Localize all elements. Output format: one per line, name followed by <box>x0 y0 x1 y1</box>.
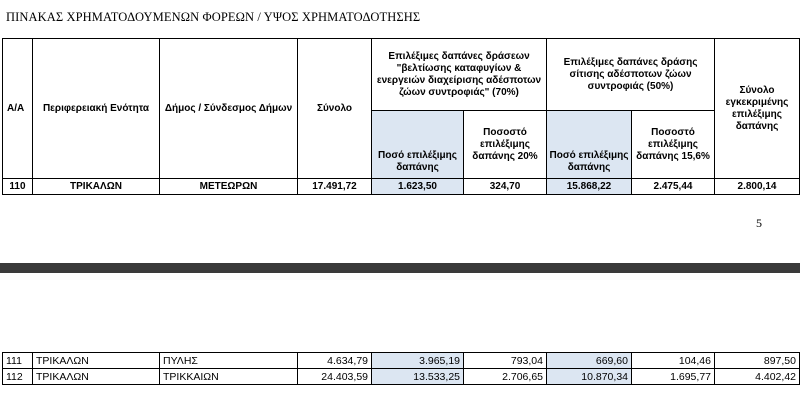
cell-region: ΤΡΙΚΑΛΩΝ <box>33 179 160 195</box>
cell-region: ΤΡΙΚΑΛΩΝ <box>33 369 160 385</box>
cell-g2-percent: 1.695,77 <box>632 369 715 385</box>
col-header-region: Περιφερειακή Ενότητα <box>33 39 160 179</box>
col-header-aa: Α/Α <box>3 39 33 179</box>
cell-municipality: ΤΡΙΚΚΑΙΩΝ <box>160 369 298 385</box>
cell-total: 24.403,59 <box>298 369 372 385</box>
cell-g1-amount: 3.965,19 <box>372 353 464 369</box>
col-header-g2-amount: Ποσό επιλέξιμης δαπάνης <box>547 111 632 179</box>
table-row <box>3 369 800 385</box>
page-break-divider <box>0 263 800 273</box>
page-number: 5 <box>756 216 762 230</box>
cell-g1-percent: 2.706,65 <box>464 369 547 385</box>
cell-municipality: ΠΥΛΗΣ <box>160 353 298 369</box>
cell-aa: 110 <box>3 179 33 195</box>
cell-aa: 112 <box>3 369 33 385</box>
cell-approved-total: 2.800,14 <box>715 179 800 195</box>
cell-g1-percent: 324,70 <box>464 179 547 195</box>
table-row <box>3 179 800 195</box>
funding-table <box>2 38 800 195</box>
col-header-g1-amount: Ποσό επιλέξιμης δαπάνης <box>372 111 464 179</box>
col-group-shelters: Επιλέξιμες δαπάνες δράσεων "βελτίωσης καταφυγίων & ενεργειών διαχείρισης αδέσποτων ζώων συντροφιάς" (70%) <box>372 39 547 111</box>
cell-approved-total: 897,50 <box>715 353 800 369</box>
cell-approved-total: 4.402,42 <box>715 369 800 385</box>
col-group-feeding: Επιλέξιμες δαπάνες δράσης σίτισης αδέσποτων ζώων συντροφιάς (50%) <box>547 39 715 111</box>
cell-total: 17.491,72 <box>298 179 372 195</box>
cell-municipality: ΜΕΤΕΩΡΩΝ <box>160 179 298 195</box>
cell-total: 4.634,79 <box>298 353 372 369</box>
cell-g2-amount: 15.868,22 <box>547 179 632 195</box>
col-header-g1-percent: Ποσοστό επιλέξιμης δαπάνης 20% <box>464 111 547 179</box>
table-row <box>3 353 800 369</box>
cell-aa: 111 <box>3 353 33 369</box>
cell-region: ΤΡΙΚΑΛΩΝ <box>33 353 160 369</box>
col-header-municipality: Δήμος / Σύνδεσμος Δήμων <box>160 39 298 179</box>
cell-g1-percent: 793,04 <box>464 353 547 369</box>
funding-table-continued <box>2 352 800 385</box>
col-header-total: Σύνολο <box>298 39 372 179</box>
cell-g2-percent: 104,46 <box>632 353 715 369</box>
cell-g2-amount: 10.870,34 <box>547 369 632 385</box>
col-header-g2-percent: Ποσοστό επιλέξιμης δαπάνης 15,6% <box>632 111 715 179</box>
cell-g1-amount: 1.623,50 <box>372 179 464 195</box>
page-title: ΠΙΝΑΚΑΣ ΧΡΗΜΑΤΟΔΟΥΜΕΝΩΝ ΦΟΡΕΩΝ / ΥΨΟΣ ΧΡΗΜΑΤΟΔΟΤΗΣΗΣ <box>6 10 421 24</box>
col-header-approved-total: Σύνολο εγκεκριμένης επιλέξιμης δαπάνης <box>715 39 800 179</box>
cell-g2-amount: 669,60 <box>547 353 632 369</box>
cell-g1-amount: 13.533,25 <box>372 369 464 385</box>
cell-g2-percent: 2.475,44 <box>632 179 715 195</box>
